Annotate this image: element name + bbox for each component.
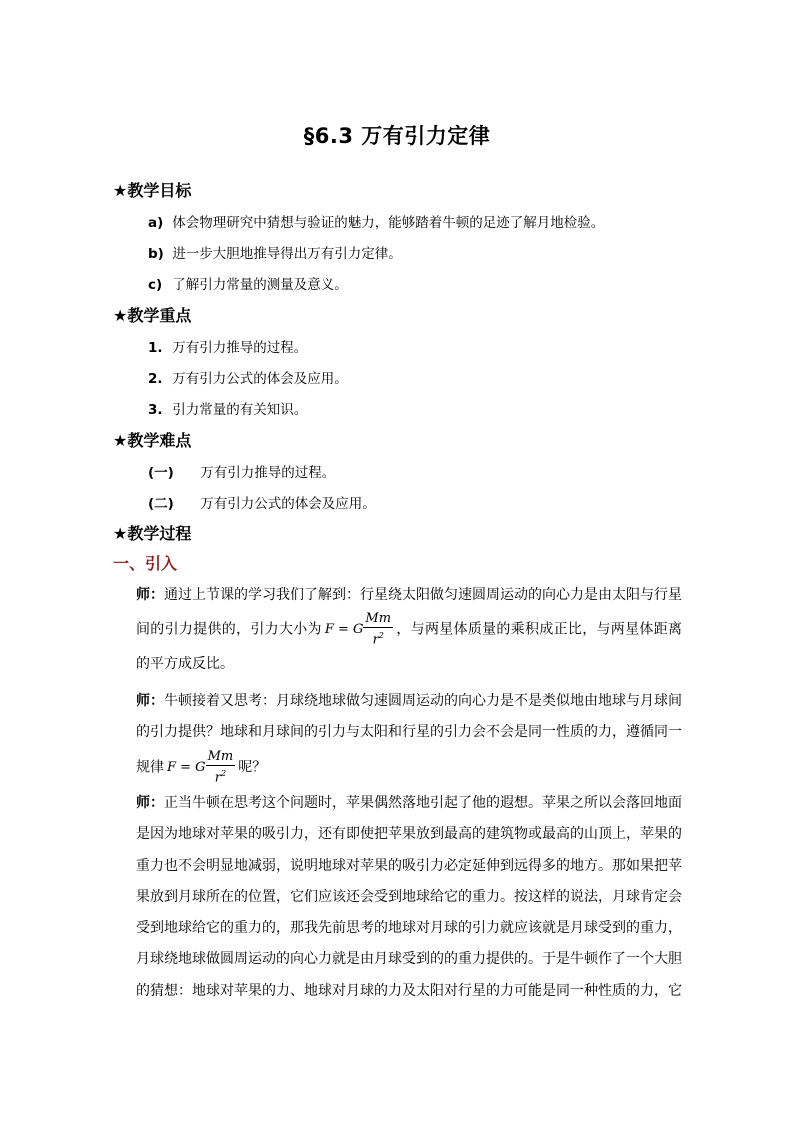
gravitation-formula: F = G $\frac{Mm}{r^2}$ <box>167 748 234 785</box>
difficulty-item <box>148 492 376 512</box>
objective-text: 体会物理研究中猜想与验证的魅力，能够踏着牛顿的足迹了解月地检验。 <box>172 215 605 231</box>
objective-item <box>148 242 402 262</box>
objectives-heading: ★教学目标 <box>113 181 192 200</box>
key-point-marker: 1. <box>148 340 163 356</box>
objective-item <box>148 273 348 293</box>
speaker-label: 师： <box>136 587 164 603</box>
dialogue-paragraph <box>136 788 682 1007</box>
difficulty-text: 万有引力推导的过程。 <box>200 465 336 481</box>
speaker-label: 师： <box>136 795 164 811</box>
process-heading: ★教学过程 <box>113 524 192 543</box>
paragraph-text: 牛顿接着又思考：月球绕地球做匀速圆周运动的向心力是不是类似地由地球与月球间的引力提供？地球和月球间的引力与太阳和行星的引力会不会是同一性质的力，遵循同一规律 <box>136 693 682 776</box>
dialogue-paragraph <box>136 580 682 680</box>
difficulty-marker: (一) <box>148 465 174 481</box>
objective-item <box>148 211 604 231</box>
page-title: §6.3 万有引力定律 <box>303 124 491 148</box>
objective-marker: b) <box>148 246 164 262</box>
objective-marker: a) <box>148 215 164 231</box>
speaker-label: 师： <box>136 693 164 709</box>
key-point-marker: 2. <box>148 371 163 387</box>
intro-heading: 一、引入 <box>113 554 178 573</box>
objective-text: 进一步大胆地推导得出万有引力定律。 <box>172 246 402 262</box>
difficulty-text: 万有引力公式的体会及应用。 <box>200 496 376 512</box>
difficulty-marker: (二) <box>148 496 174 512</box>
key-point-item <box>148 336 307 356</box>
key-point-marker: 3. <box>148 402 163 418</box>
paragraph-text: 正当牛顿在思考这个问题时，苹果偶然落地引起了他的遐想。苹果之所以会落回地面是因为地球对苹果的吸引力，还有即使把苹果放到最高的建筑物或最高的山顶上，苹果的重力也不会明显地减弱，说明地球对苹果的吸引力必定延伸到远得多的地方。那如果把苹果放到月球所在的位置，它们应该还会受到地球给它的重力。按这样的说法，月球肯定会受到地球给它的重力的，那我先前思考的地球对月球的引力就应该就是月球受到的重力，月球绕地球做圆周运动的向心力就是由月球受到的的重力提供的。于是牛顿作了一个大胆的猜想：地球对苹果的力、地球对月球的力及太阳对行星的力可能是同一种性质的力，它 <box>136 795 682 999</box>
difficulties-heading: ★教学难点 <box>113 431 192 450</box>
key-point-text: 引力常量的有关知识。 <box>172 402 308 418</box>
objective-text: 了解引力常量的测量及意义。 <box>172 277 348 293</box>
key-point-text: 万有引力推导的过程。 <box>172 340 308 356</box>
key-points-heading: ★教学重点 <box>113 306 192 325</box>
key-point-item <box>148 367 348 387</box>
key-point-text: 万有引力公式的体会及应用。 <box>172 371 348 387</box>
key-point-item <box>148 398 307 418</box>
objective-marker: c) <box>148 277 163 293</box>
dialogue-paragraph <box>136 686 682 786</box>
paragraph-text: 通过上节课的学习我们了解到：行星绕太阳做匀速圆周运动的向心力是由太阳与行星间的引力提供的，引力大小为 <box>136 587 682 638</box>
gravitation-formula: F = G $\frac{Mm}{r^2}$ <box>324 611 392 648</box>
paragraph-text: 呢？ <box>238 759 267 776</box>
difficulty-item <box>148 461 335 481</box>
paragraph-text: ，与两星体质量的乘积成正比，与两星体距离的平方成反比。 <box>136 621 682 672</box>
